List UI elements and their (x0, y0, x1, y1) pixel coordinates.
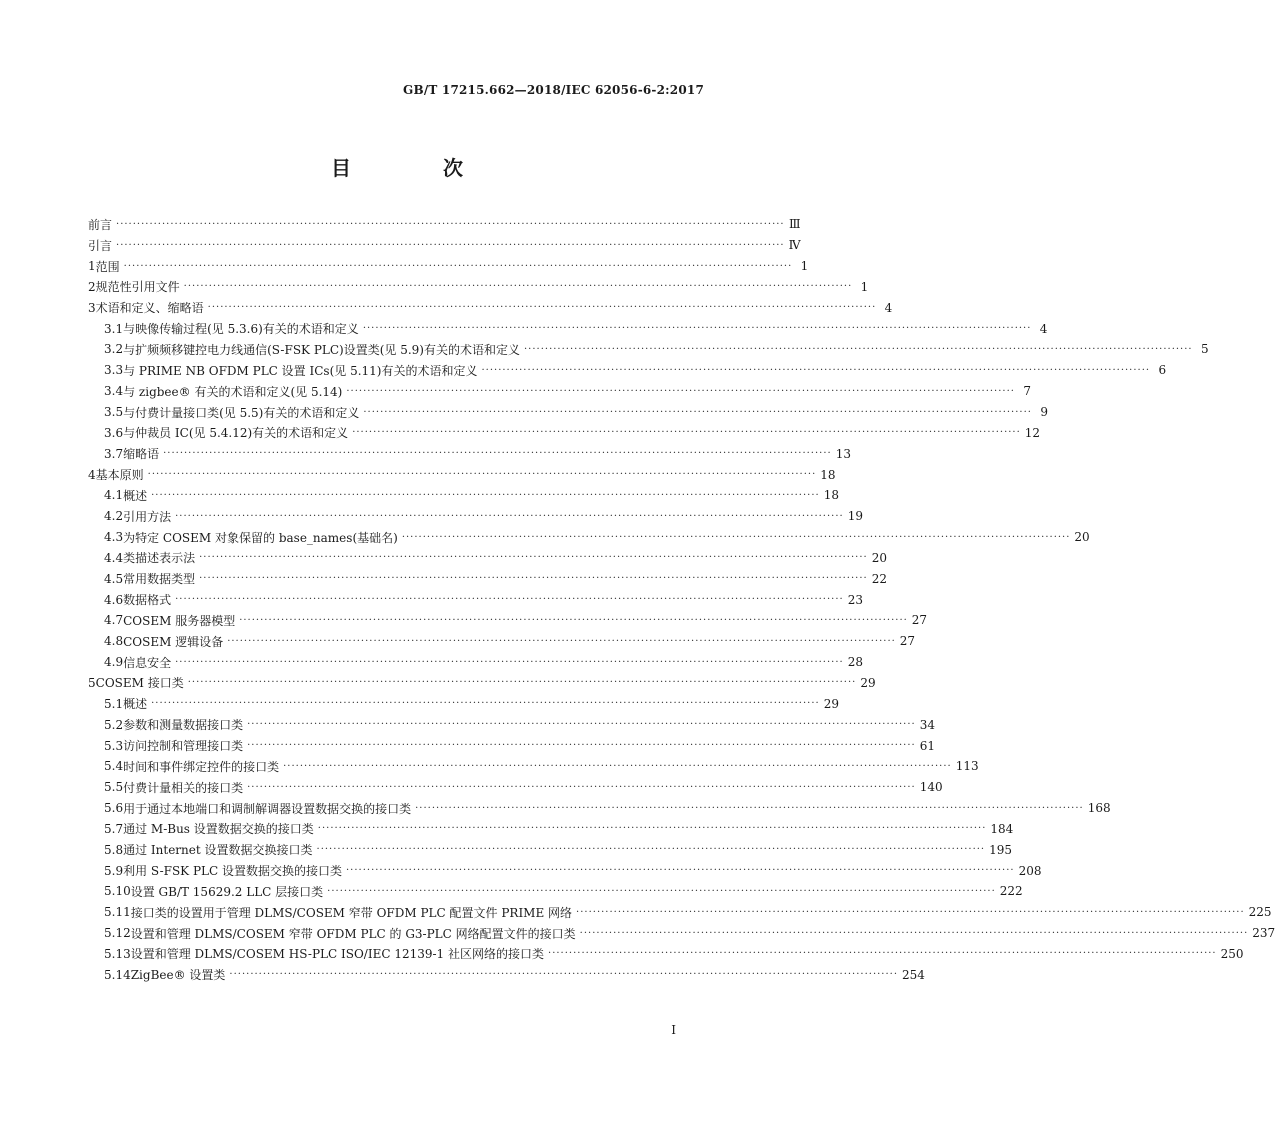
toc-entry-number: 5.14 (104, 967, 131, 982)
toc-entry[interactable] (88, 756, 979, 777)
toc-entry-page: 140 (919, 780, 943, 795)
toc-entry-title: 设置 GB/T 15629.2 LLC 层接口类 (130, 884, 324, 899)
toc-entry-number: 3.6 (104, 425, 124, 440)
toc-entry-number: 5.4 (104, 759, 124, 774)
toc-entry-number: 4.8 (104, 634, 124, 649)
toc-entry-number: 4.3 (104, 530, 124, 545)
toc-entry[interactable] (88, 506, 863, 527)
toc-entry-number: 5.12 (104, 926, 131, 941)
toc-entry-page: 195 (989, 842, 1013, 857)
toc-entry-number: 5.6 (104, 801, 124, 816)
toc-entry-number: 5.8 (104, 842, 124, 857)
toc-entry-title: 概述 (123, 488, 148, 503)
toc-entry[interactable] (88, 277, 869, 298)
toc-entry[interactable] (88, 944, 1244, 965)
toc-entry-title: 数据格式 (123, 593, 172, 608)
toc-entry-page: 1 (860, 279, 869, 294)
toc-leader-dots (283, 761, 952, 772)
toc-leader-dots (227, 636, 896, 647)
toc-entry-page: 168 (1087, 801, 1111, 816)
toc-entry-title: 通过 M-Bus 设置数据交换的接口类 (123, 822, 314, 837)
toc-entry-page: 20 (871, 550, 887, 565)
toc-entry[interactable] (88, 568, 887, 589)
toc-entry[interactable] (88, 610, 928, 631)
toc-entry-title: COSEM 逻辑设备 (123, 634, 224, 649)
toc-entry-number: 3.4 (104, 384, 124, 399)
toc-entry-page: 23 (847, 592, 863, 607)
standard-code: GB/T 17215.662—2018/IEC 62056-6-2:2017 (403, 83, 704, 97)
toc-entry-title: ZigBee® 设置类 (130, 968, 226, 983)
toc-entry-page: 7 (1023, 384, 1031, 399)
toc-leader-dots (352, 427, 1021, 438)
toc-leader-dots (363, 323, 1032, 334)
toc-entry[interactable] (88, 297, 893, 318)
toc-leader-dots (208, 302, 877, 313)
toc-entry-page: 208 (1018, 863, 1042, 878)
toc-entry-page: 61 (919, 738, 935, 753)
toc-entry-title: 引言 (88, 238, 113, 253)
toc-entry-page: 184 (990, 821, 1014, 836)
toc-entry[interactable] (88, 360, 1167, 381)
toc-entry-page: 4 (1039, 321, 1048, 336)
toc-entry-page: 28 (847, 655, 863, 670)
toc-entry-title: 与 zigbee® 有关的术语和定义(见 5.14) (123, 384, 343, 399)
page-title: 目 次 (331, 156, 499, 180)
toc-leader-dots (247, 740, 916, 751)
toc-leader-dots (318, 823, 987, 834)
toc-leader-dots (151, 490, 820, 501)
toc-leader-dots (188, 677, 857, 688)
toc-entry-number: 3.2 (104, 342, 124, 357)
toc-entry[interactable] (88, 589, 863, 610)
toc-entry-title: COSEM 服务器模型 (123, 613, 236, 628)
table-of-contents (88, 214, 1275, 985)
toc-entry[interactable] (88, 923, 1275, 944)
toc-entry-number: 3.3 (104, 363, 124, 378)
toc-entry[interactable] (88, 902, 1272, 923)
toc-entry-title: 信息安全 (123, 655, 172, 670)
toc-entry-title: 类描述表示法 (123, 551, 196, 566)
toc-entry-number: 4.7 (104, 613, 124, 628)
toc-entry-number: 5.11 (104, 905, 131, 920)
toc-entry-number: 4.2 (104, 509, 124, 524)
toc-entry-number: 5.10 (104, 884, 131, 899)
toc-leader-dots (576, 907, 1245, 918)
toc-entry-title: 与仲裁员 IC(见 5.4.12)有关的术语和定义 (123, 426, 349, 441)
toc-entry-title: 与扩频频移键控电力线通信(S-FSK PLC)设置类(见 5.9)有关的术语和定义 (123, 342, 520, 357)
toc-entry-number: 5.9 (104, 863, 124, 878)
toc-entry-number: 5.13 (104, 946, 131, 961)
toc-entry-title: 设置和管理 DLMS/COSEM HS-PLC ISO/IEC 12139-1 社区网络的接口类 (130, 947, 545, 962)
toc-leader-dots (346, 386, 1015, 397)
toc-entry-page: 9 (1040, 405, 1048, 420)
toc-entry[interactable] (88, 443, 851, 464)
toc-leader-dots (548, 948, 1217, 959)
toc-leader-dots (116, 219, 785, 230)
toc-entry-number: 5.3 (104, 738, 124, 753)
toc-entry[interactable] (88, 964, 925, 985)
toc-entry-number: 4 (88, 467, 96, 482)
toc-entry[interactable] (88, 485, 839, 506)
toc-entry-page: 20 (1074, 530, 1090, 545)
toc-entry[interactable] (88, 652, 863, 673)
toc-entry-title: 术语和定义、缩略语 (95, 301, 204, 316)
toc-entry[interactable] (88, 527, 1090, 548)
toc-leader-dots (346, 865, 1015, 876)
toc-leader-dots (239, 615, 908, 626)
toc-leader-dots (184, 281, 853, 292)
toc-leader-dots (402, 532, 1071, 543)
toc-entry[interactable] (88, 714, 935, 735)
toc-entry-page: 225 (1248, 905, 1272, 920)
toc-entry-page: 6 (1158, 363, 1167, 378)
toc-leader-dots (124, 261, 793, 272)
toc-entry-page: 18 (823, 488, 839, 503)
toc-entry-title: 规范性引用文件 (95, 280, 180, 295)
toc-entry-page: Ⅲ (789, 217, 801, 232)
toc-leader-dots (175, 511, 844, 522)
toc-entry-page: 18 (820, 467, 836, 482)
toc-entry-number: 4.5 (104, 571, 124, 586)
toc-entry[interactable] (88, 818, 1014, 839)
toc-entry-page: 250 (1220, 946, 1244, 961)
toc-entry[interactable] (88, 631, 916, 652)
toc-entry-title: 缩略语 (123, 447, 160, 462)
toc-entry-page: 113 (955, 759, 979, 774)
toc-leader-dots (163, 448, 832, 459)
toc-entry-title: 概述 (123, 697, 148, 712)
toc-entry-number: 5 (88, 675, 96, 690)
toc-entry-page: 254 (902, 967, 925, 982)
toc-leader-dots (199, 552, 868, 563)
toc-entry[interactable] (88, 673, 876, 694)
toc-entry-title: 用于通过本地端口和调制解调器设置数据交换的接口类 (123, 801, 412, 816)
toc-leader-dots (415, 803, 1084, 814)
toc-entry-number: 4.1 (104, 488, 124, 503)
toc-entry-title: 基本原则 (95, 468, 144, 483)
toc-entry-title: 参数和测量数据接口类 (123, 718, 244, 733)
toc-entry-title: 与映像传输过程(见 5.3.6)有关的术语和定义 (123, 322, 359, 337)
toc-entry-number: 2 (88, 279, 96, 294)
toc-entry-page: 29 (860, 675, 876, 690)
toc-entry-page: 27 (911, 613, 928, 628)
toc-leader-dots (175, 657, 844, 668)
toc-entry-page: 19 (847, 509, 863, 524)
toc-leader-dots (148, 469, 817, 480)
toc-entry[interactable] (88, 860, 1042, 881)
toc-entry-page: 222 (999, 884, 1023, 899)
toc-entry[interactable] (88, 735, 935, 756)
toc-entry-title: 付费计量相关的接口类 (123, 780, 244, 795)
toc-entry-number: 5.5 (104, 780, 124, 795)
toc-entry-page: 5 (1200, 342, 1209, 357)
toc-entry-title: 与付费计量接口类(见 5.5)有关的术语和定义 (123, 405, 360, 420)
toc-entry-page: 1 (800, 259, 809, 274)
toc-entry[interactable] (88, 839, 1013, 860)
toc-entry[interactable] (88, 422, 1041, 443)
toc-leader-dots (580, 928, 1249, 939)
toc-entry[interactable] (88, 235, 801, 256)
toc-entry[interactable] (88, 381, 1031, 402)
page-number: I (671, 1023, 676, 1037)
toc-entry-page: 12 (1024, 425, 1041, 440)
toc-entry[interactable] (88, 214, 801, 235)
toc-leader-dots (247, 782, 916, 793)
toc-leader-dots (116, 240, 785, 251)
toc-entry-title: 接口类的设置用于管理 DLMS/COSEM 窄带 OFDM PLC 配置文件 PRIME 网络 (130, 905, 573, 920)
toc-entry-number: 3 (88, 300, 96, 315)
toc-entry-title: 为特定 COSEM 对象保留的 base_names(基础名) (123, 530, 398, 545)
toc-leader-dots (175, 594, 844, 605)
toc-entry-title: 前言 (88, 217, 113, 232)
toc-entry-title: 设置和管理 DLMS/COSEM 窄带 OFDM PLC 的 G3-PLC 网络配置文件的接口类 (130, 926, 576, 941)
toc-entry-page: 27 (899, 634, 916, 649)
toc-entry-title: 通过 Internet 设置数据交换接口类 (123, 843, 313, 858)
toc-entry-number: 3.1 (104, 321, 124, 336)
toc-leader-dots (481, 365, 1150, 376)
toc-entry-page: 13 (835, 446, 851, 461)
toc-entry-page: 237 (1252, 926, 1275, 941)
toc-entry-number: 4.9 (104, 655, 124, 670)
toc-entry-page: 34 (919, 717, 935, 732)
toc-entry-number: 5.7 (104, 821, 124, 836)
toc-entry-page: 29 (823, 696, 839, 711)
toc-entry-number: 4.4 (104, 550, 124, 565)
toc-entry-number: 3.5 (104, 405, 124, 420)
toc-entry-number: 4.6 (104, 592, 124, 607)
toc-entry-number: 3.7 (104, 446, 124, 461)
toc-entry[interactable] (88, 777, 943, 798)
toc-entry[interactable] (88, 881, 1023, 902)
toc-leader-dots (524, 344, 1193, 355)
toc-entry[interactable] (88, 402, 1048, 423)
toc-leader-dots (317, 844, 986, 855)
toc-entry[interactable] (88, 798, 1111, 819)
toc-entry-title: 范围 (95, 259, 120, 274)
toc-entry-title: 常用数据类型 (123, 572, 196, 587)
toc-leader-dots (199, 573, 868, 584)
toc-entry[interactable] (88, 464, 836, 485)
toc-leader-dots (247, 719, 916, 730)
toc-entry-number: 5.1 (104, 696, 124, 711)
toc-entry-title: 访问控制和管理接口类 (123, 739, 244, 754)
toc-entry-title: 与 PRIME NB OFDM PLC 设置 ICs(见 5.11)有关的术语和定义 (123, 363, 478, 378)
toc-leader-dots (151, 698, 820, 709)
toc-entry-number: 5.2 (104, 717, 124, 732)
toc-entry-title: 引用方法 (123, 509, 172, 524)
toc-entry[interactable] (88, 339, 1209, 360)
toc-entry-title: 利用 S-FSK PLC 设置数据交换的接口类 (123, 864, 342, 879)
toc-entry[interactable] (88, 548, 887, 569)
toc-leader-dots (229, 969, 898, 980)
toc-leader-dots (327, 886, 996, 897)
toc-entry-page: 22 (871, 571, 887, 586)
toc-entry-title: 时间和事件绑定控件的接口类 (123, 759, 280, 774)
toc-entry[interactable] (88, 256, 809, 277)
toc-entry-page: 4 (884, 300, 893, 315)
toc-entry-title: COSEM 接口类 (95, 676, 184, 691)
toc-entry[interactable] (88, 318, 1048, 339)
toc-entry[interactable] (88, 693, 839, 714)
toc-entry-number: 1 (88, 259, 96, 274)
toc-entry-page: Ⅳ (788, 238, 801, 253)
toc-leader-dots (363, 407, 1032, 418)
